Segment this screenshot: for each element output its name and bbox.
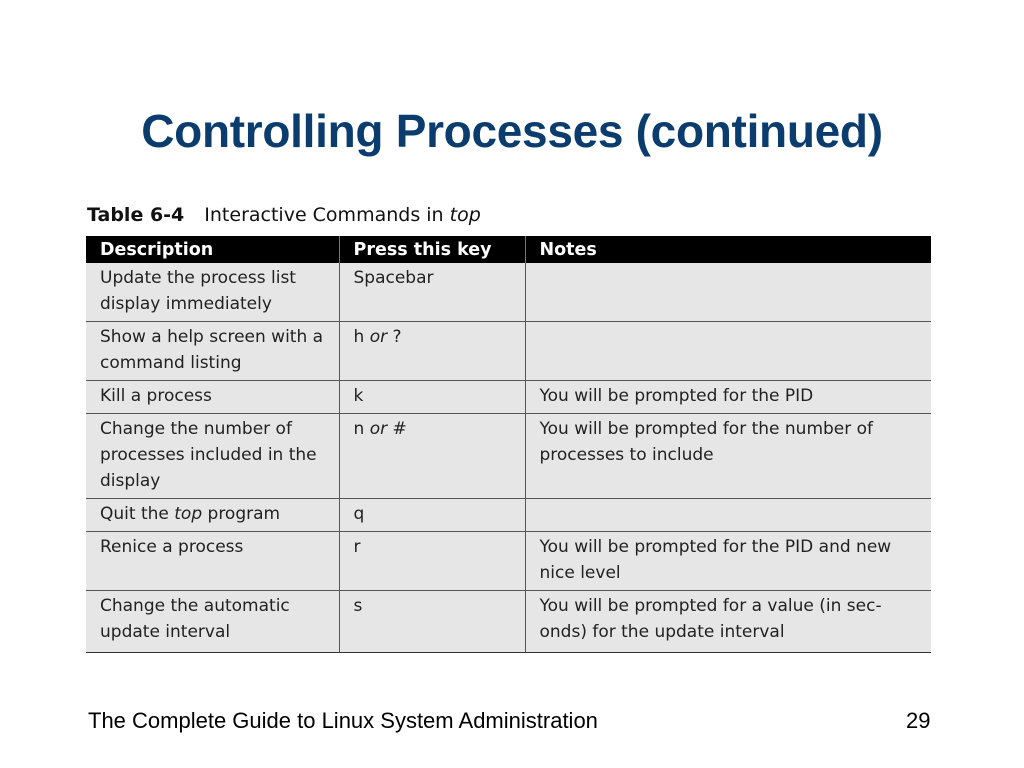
interactive-commands-table <box>86 236 931 653</box>
table-caption-text: Interactive Commands in <box>204 204 450 226</box>
key-primary: n <box>353 419 365 439</box>
desc-emphasis: top <box>174 504 203 524</box>
desc-part: program <box>202 504 281 524</box>
table-row <box>86 381 931 414</box>
cell-description <box>86 499 339 532</box>
cell-description: Kill a process <box>86 381 339 414</box>
cell-key <box>339 414 525 499</box>
table-row <box>86 322 931 381</box>
cell-notes <box>525 499 931 532</box>
cell-description: Change the number of processes included in the display <box>86 414 339 499</box>
page-number: 29 <box>906 708 931 733</box>
cell-key: q <box>339 499 525 532</box>
key-or: or <box>369 327 388 347</box>
desc-part: Quit the <box>100 504 175 524</box>
table-row <box>86 532 931 591</box>
cell-description: Change the automatic update interval <box>86 591 339 653</box>
table-caption <box>87 204 481 226</box>
table-caption-emphasis: top <box>449 204 481 226</box>
key-primary: h <box>353 327 365 347</box>
cell-key: k <box>339 381 525 414</box>
cell-description: Renice a process <box>86 532 339 591</box>
column-header-key: Press this key <box>339 236 525 263</box>
column-header-description: Description <box>86 236 339 263</box>
table-row <box>86 414 931 499</box>
cell-description: Show a help screen with a command listing <box>86 322 339 381</box>
table-row <box>86 499 931 532</box>
table-caption-number: Table 6-4 <box>87 204 185 226</box>
cell-key: s <box>339 591 525 653</box>
table-header-row <box>86 236 931 263</box>
footer-book-title: The Complete Guide to Linux System Administration <box>88 708 598 733</box>
cell-notes: You will be prompted for the PID and new nice level <box>525 532 931 591</box>
column-header-notes: Notes <box>525 236 931 263</box>
table-row <box>86 591 931 653</box>
key-alternate: ? <box>392 327 402 347</box>
cell-key: Spacebar <box>339 263 525 322</box>
key-alternate: # <box>392 419 407 439</box>
cell-notes: You will be prompted for a value (in sec-onds) for the update interval <box>525 591 931 653</box>
cell-key: r <box>339 532 525 591</box>
cell-notes <box>525 322 931 381</box>
slide-title: Controlling Processes (continued) <box>141 105 883 157</box>
cell-notes: You will be prompted for the PID <box>525 381 931 414</box>
cell-key <box>339 322 525 381</box>
cell-notes <box>525 263 931 322</box>
cell-description: Update the process list display immediately <box>86 263 339 322</box>
cell-notes: You will be prompted for the number of processes to include <box>525 414 931 499</box>
table-row <box>86 263 931 322</box>
key-or: or <box>369 419 388 439</box>
